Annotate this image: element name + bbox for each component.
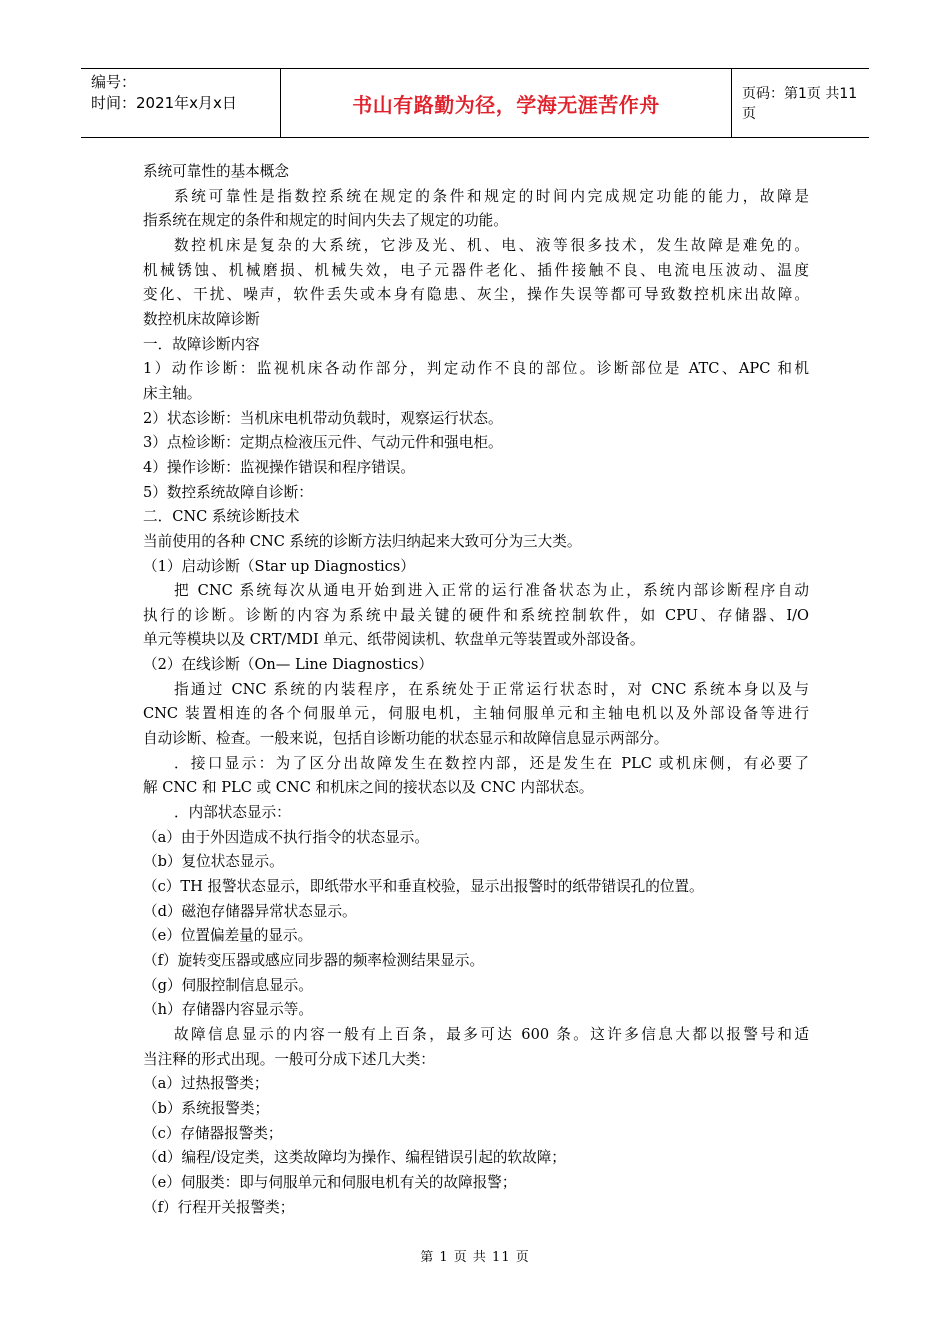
- list-item: （f）旋转变压器或感应同步器的频率检测结果显示。: [143, 952, 485, 969]
- paragraph-line: 指通过 CNC 系统的内装程序，在系统处于正常运行状态时，对 CNC 系统本身以及与: [174, 680, 809, 698]
- paragraph-line: 单元等模块以及 CRT/MDI 单元、纸带阅读机、软盘单元等装置或外部设备。: [143, 631, 645, 649]
- document-body: [143, 160, 809, 1220]
- list-item: 5）数控系统故障自诊断：: [143, 483, 313, 501]
- list-item: （e）伺服类：即与伺服单元和伺服电机有关的故障报警；: [143, 1173, 517, 1191]
- list-item: （c）存储器报警类；: [143, 1124, 283, 1142]
- list-item: （b）复位状态显示。: [143, 853, 284, 871]
- list-item: （a）由于外因造成不执行指令的状态显示。: [143, 828, 429, 846]
- header-page-number: 页码：第1页 共11页: [742, 86, 858, 122]
- section-heading: 系统可靠性的基本概念: [143, 163, 289, 180]
- list-item: 4）操作诊断：监视操作错误和程序错误。: [143, 458, 415, 476]
- paragraph-line: 故障信息显示的内容一般有上百条，最多可达 600 条。这许多信息大都以报警号和适: [174, 1025, 809, 1043]
- paragraph-line: 解 CNC 和 PLC 或 CNC 和机床之间的接状态以及 CNC 内部状态。: [143, 779, 594, 797]
- paragraph-line: 把 CNC 系统每次从通电开始到进入正常的运行准备状态为止，系统内部诊断程序自动: [174, 582, 809, 600]
- subsection-heading: （1）启动诊断（Star up Diagnostics）: [143, 557, 415, 575]
- list-item: 3）点检诊断：定期点检液压元件、气动元件和强电柜。: [143, 434, 503, 452]
- paragraph-line: 机械锈蚀、机械磨损、机械失效，电子元器件老化、插件接触不良、电流电压波动、温度: [143, 261, 809, 279]
- page-header: [81, 68, 869, 138]
- list-item: （h）存储器内容显示等。: [143, 1001, 313, 1019]
- list-item: （d）磁泡存储器异常状态显示。: [143, 902, 357, 920]
- subsection-heading: （2）在线诊断（On— Line Diagnostics）: [143, 656, 433, 674]
- section-heading: 数控机床故障诊断: [143, 310, 260, 328]
- number-label: 编号：: [91, 73, 137, 91]
- paragraph-line: ．内部状态显示：: [174, 804, 291, 822]
- list-item: 2）状态诊断：当机床电机带动负载时，观察运行状态。: [143, 409, 503, 427]
- list-item: （e）位置偏差量的显示。: [143, 927, 313, 945]
- section-heading: 一．故障诊断内容: [143, 335, 260, 353]
- page-footer: 第 1 页 共 11 页: [420, 1250, 530, 1265]
- paragraph-line: 执行的诊断。诊断的内容为系统中最关键的硬件和系统控制软件，如 CPU、存储器、I/O: [143, 606, 809, 624]
- list-item: （g）伺服控制信息显示。: [143, 976, 313, 994]
- paragraph-line: 当注释的形式出现。一般可分成下述几大类：: [143, 1050, 435, 1068]
- paragraph-line: 自动诊断、检查。一般来说，包括自诊断功能的状态显示和故障信息显示两部分。: [143, 730, 669, 748]
- list-item: （b）系统报警类；: [143, 1099, 270, 1117]
- list-item-continuation: 床主轴。: [143, 384, 202, 402]
- list-item: （f）行程开关报警类；: [143, 1198, 295, 1216]
- paragraph-line: 数控机床是复杂的大系统，它涉及光、机、电、液等很多技术，发生故障是难免的。: [174, 236, 809, 254]
- paragraph-line: ．接口显示：为了区分出故障发生在数控内部，还是发生在 PLC 或机床侧，有必要了: [174, 754, 809, 772]
- list-item: （c）TH 报警状态显示，即纸带水平和垂直校验，显示出报警时的纸带错误孔的位置。: [143, 878, 704, 896]
- time-label: 时间：2021年x月x日: [91, 94, 237, 112]
- paragraph-line: CNC 装置相连的各个伺服单元，伺服电机，主轴伺服单元和主轴电机以及外部设备等进行: [143, 705, 809, 723]
- header-info-cell: [81, 69, 281, 137]
- paragraph-line: 当前使用的各种 CNC 系统的诊断方法归纳起来大致可分为三大类。: [143, 532, 582, 550]
- list-item: 1）动作诊断：监视机床各动作部分，判定动作不良的部位。诊断部位是 ATC、APC 和机: [143, 360, 809, 378]
- list-item: （d）编程/设定类，这类故障均为操作、编程错误引起的软故障；: [143, 1149, 566, 1167]
- list-item: （a）过热报警类；: [143, 1075, 269, 1093]
- paragraph-line: 指系统在规定的条件和规定的时间内失去了规定的功能。: [143, 212, 508, 230]
- header-motto: 书山有路勤为径，学海无涯苦作舟: [281, 69, 732, 137]
- paragraph-line: 变化、干扰、噪声，软件丢失或本身有隐患、灰尘，操作失误等都可导致数控机床出故障。: [143, 286, 809, 304]
- section-heading: 二．CNC 系统诊断技术: [143, 508, 300, 526]
- paragraph-line: 系统可靠性是指数控系统在规定的条件和规定的时间内完成规定功能的能力，故障是: [174, 187, 809, 205]
